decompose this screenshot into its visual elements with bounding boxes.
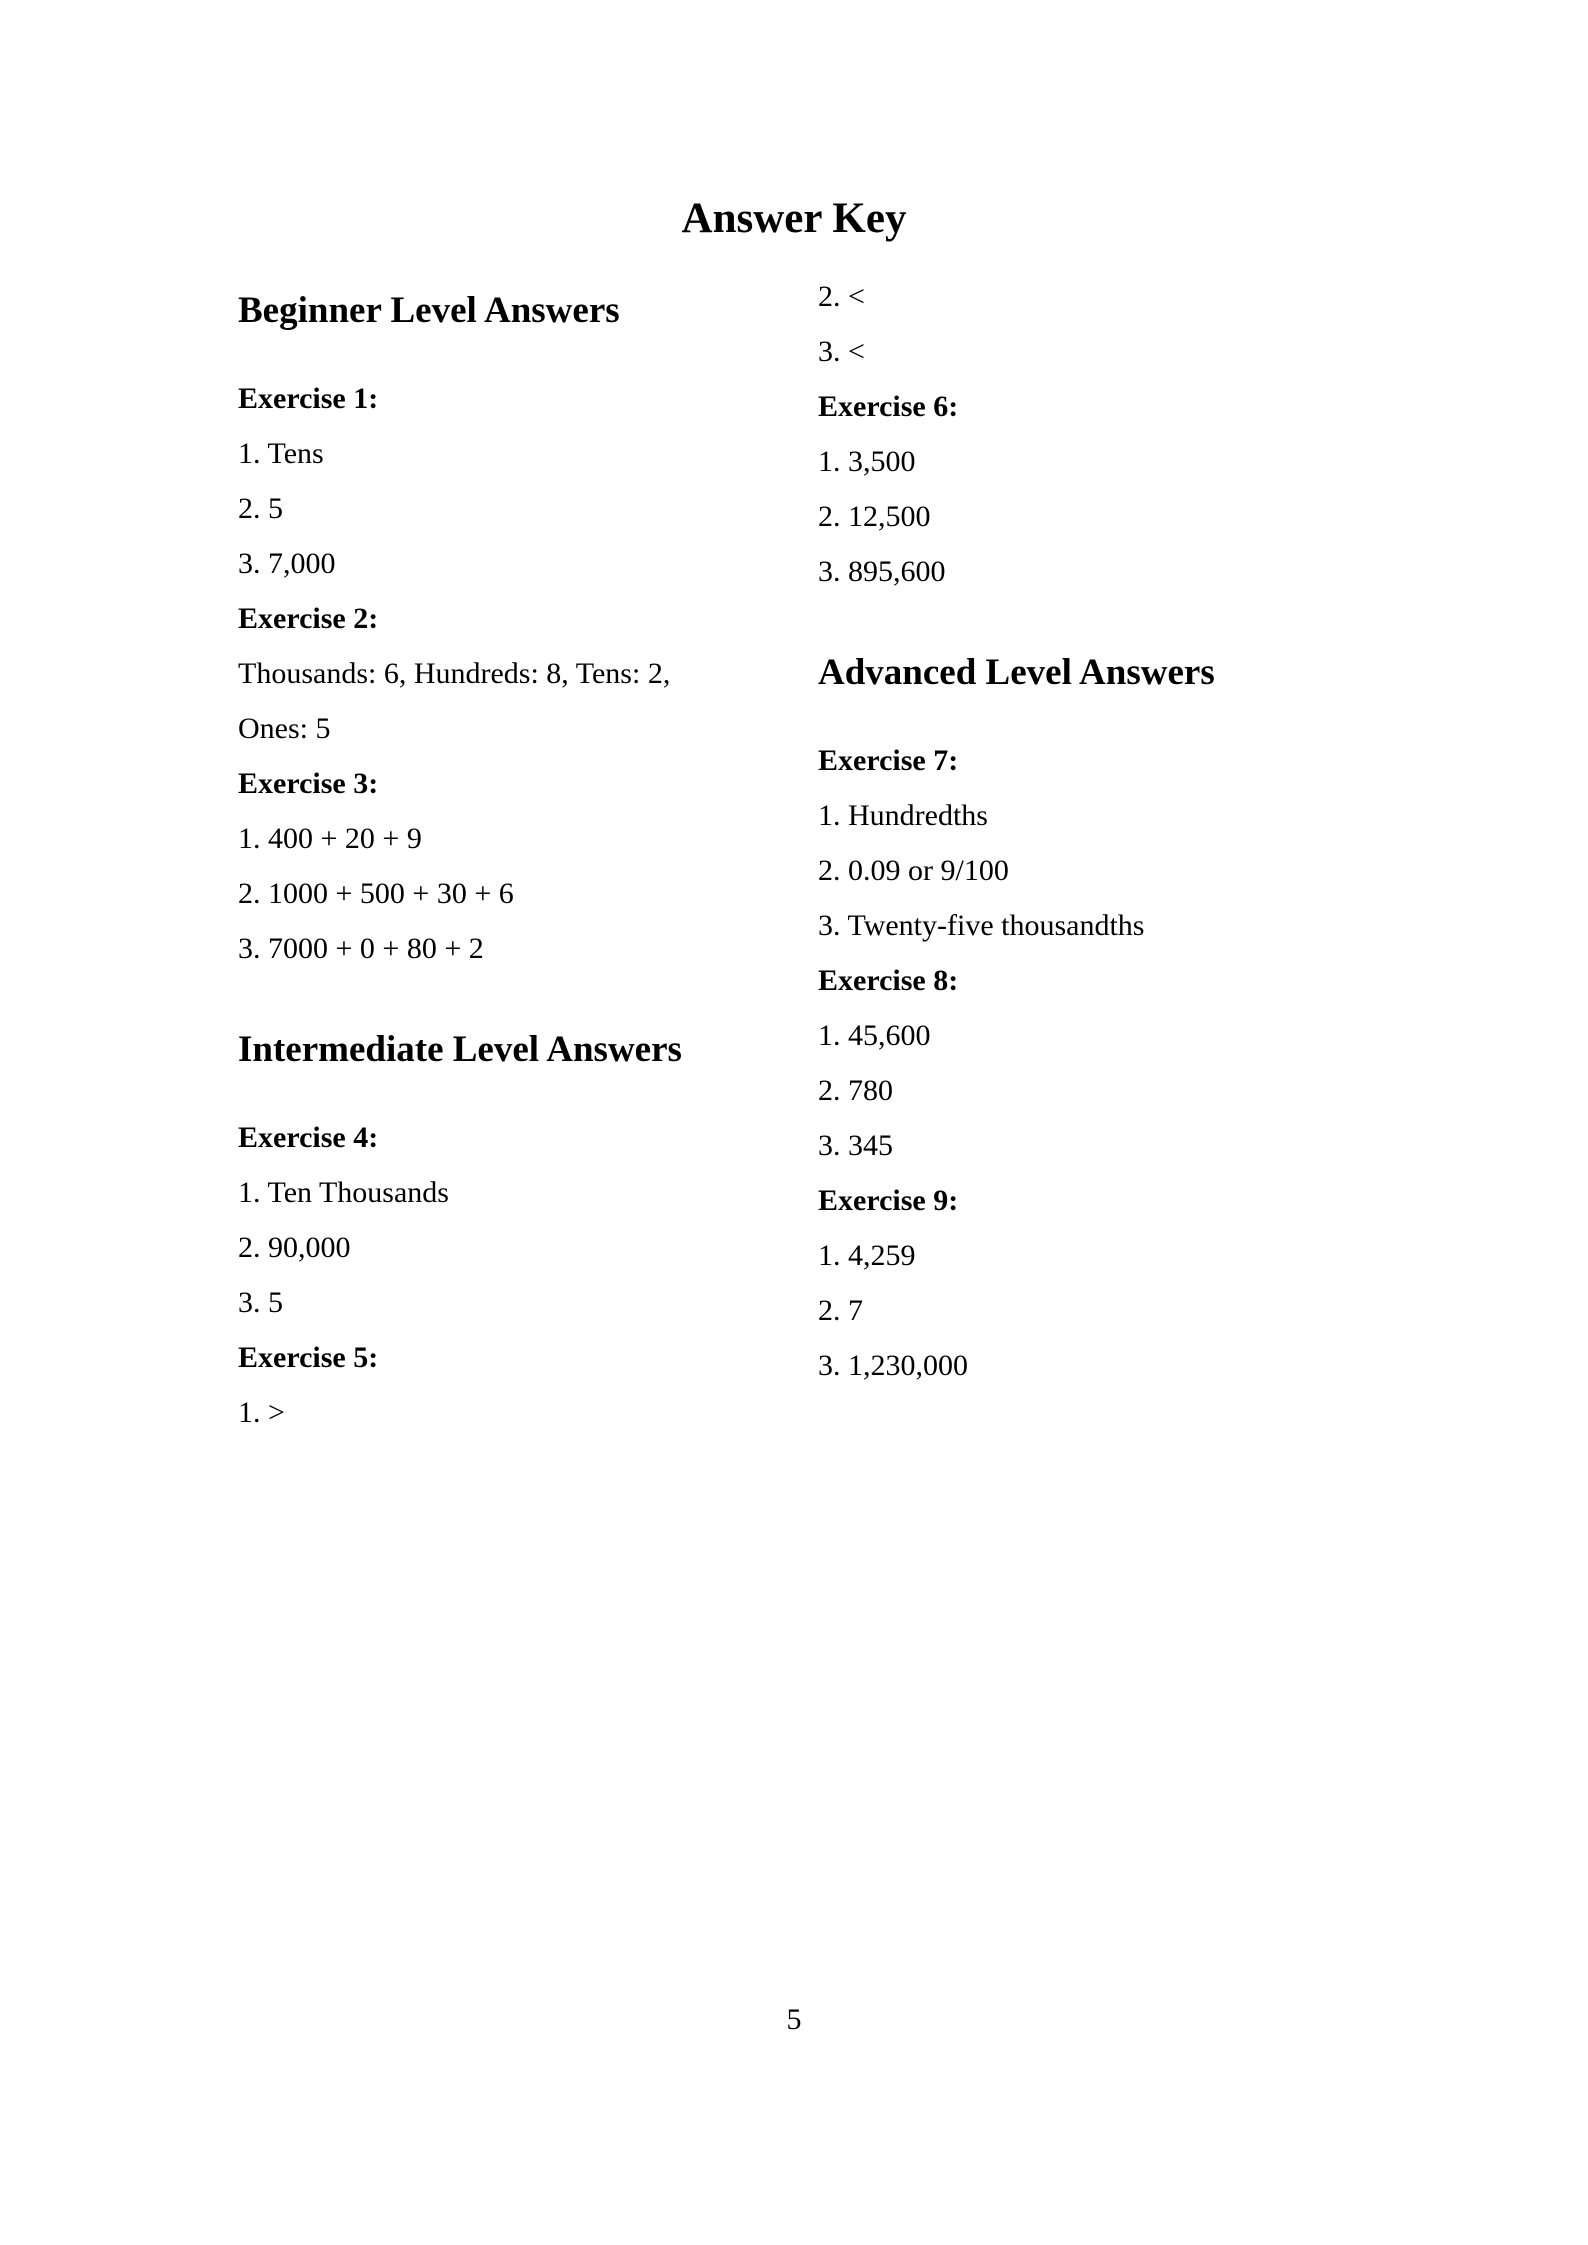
answer-line: 1. 400 + 20 + 9 — [238, 822, 422, 855]
answer-line: 1. 3,500 — [818, 445, 916, 478]
answer-line: 1. Ten Thousands — [238, 1176, 449, 1209]
answer-line: 2. 1000 + 500 + 30 + 6 — [238, 877, 514, 910]
exercise-heading: Exercise 5: — [238, 1341, 379, 1374]
answer-line: 3. 895,600 — [818, 555, 946, 588]
answer-line: 2. 7 — [818, 1294, 863, 1327]
answer-line: 3. Twenty-five thousandths — [818, 909, 1145, 942]
answer-line: Thousands: 6, Hundreds: 8, Tens: 2, — [238, 657, 671, 690]
right-column — [818, 269, 1318, 1393]
answer-line: 2. 0.09 or 9/100 — [818, 854, 1009, 887]
answer-line: 3. 7000 + 0 + 80 + 2 — [238, 932, 484, 965]
answer-line: 2. < — [818, 280, 865, 313]
page-number: 5 — [786, 2003, 802, 2036]
answer-line: Ones: 5 — [238, 712, 331, 745]
left-column — [238, 283, 738, 1440]
answer-line: 1. 4,259 — [818, 1239, 916, 1272]
section-heading: Intermediate Level Answers — [238, 1029, 682, 1070]
exercise-heading: Exercise 1: — [238, 382, 379, 415]
exercise-heading: Exercise 7: — [818, 744, 959, 777]
answer-line: 3. 5 — [238, 1286, 283, 1319]
exercise-heading: Exercise 2: — [238, 602, 379, 635]
answer-line: 2. 12,500 — [818, 500, 931, 533]
answer-line: 3. < — [818, 335, 865, 368]
answer-line: 2. 780 — [818, 1074, 893, 1107]
answer-line: 3. 345 — [818, 1129, 893, 1162]
exercise-heading: Exercise 9: — [818, 1184, 959, 1217]
exercise-heading: Exercise 8: — [818, 964, 959, 997]
answer-line: 1. Hundredths — [818, 799, 988, 832]
answer-line: 1. Tens — [238, 437, 324, 470]
answer-line: 2. 5 — [238, 492, 283, 525]
exercise-heading: Exercise 6: — [818, 390, 959, 423]
answer-line: 2. 90,000 — [238, 1231, 351, 1264]
exercise-heading: Exercise 3: — [238, 767, 379, 800]
answer-line: 3. 1,230,000 — [818, 1349, 968, 1382]
answer-line: 1. 45,600 — [818, 1019, 931, 1052]
section-heading: Advanced Level Answers — [818, 652, 1215, 693]
page-title: Answer Key — [681, 195, 907, 242]
answer-line: 3. 7,000 — [238, 547, 336, 580]
exercise-heading: Exercise 4: — [238, 1121, 379, 1154]
answer-line: 1. > — [238, 1396, 285, 1429]
section-heading: Beginner Level Answers — [238, 290, 620, 331]
